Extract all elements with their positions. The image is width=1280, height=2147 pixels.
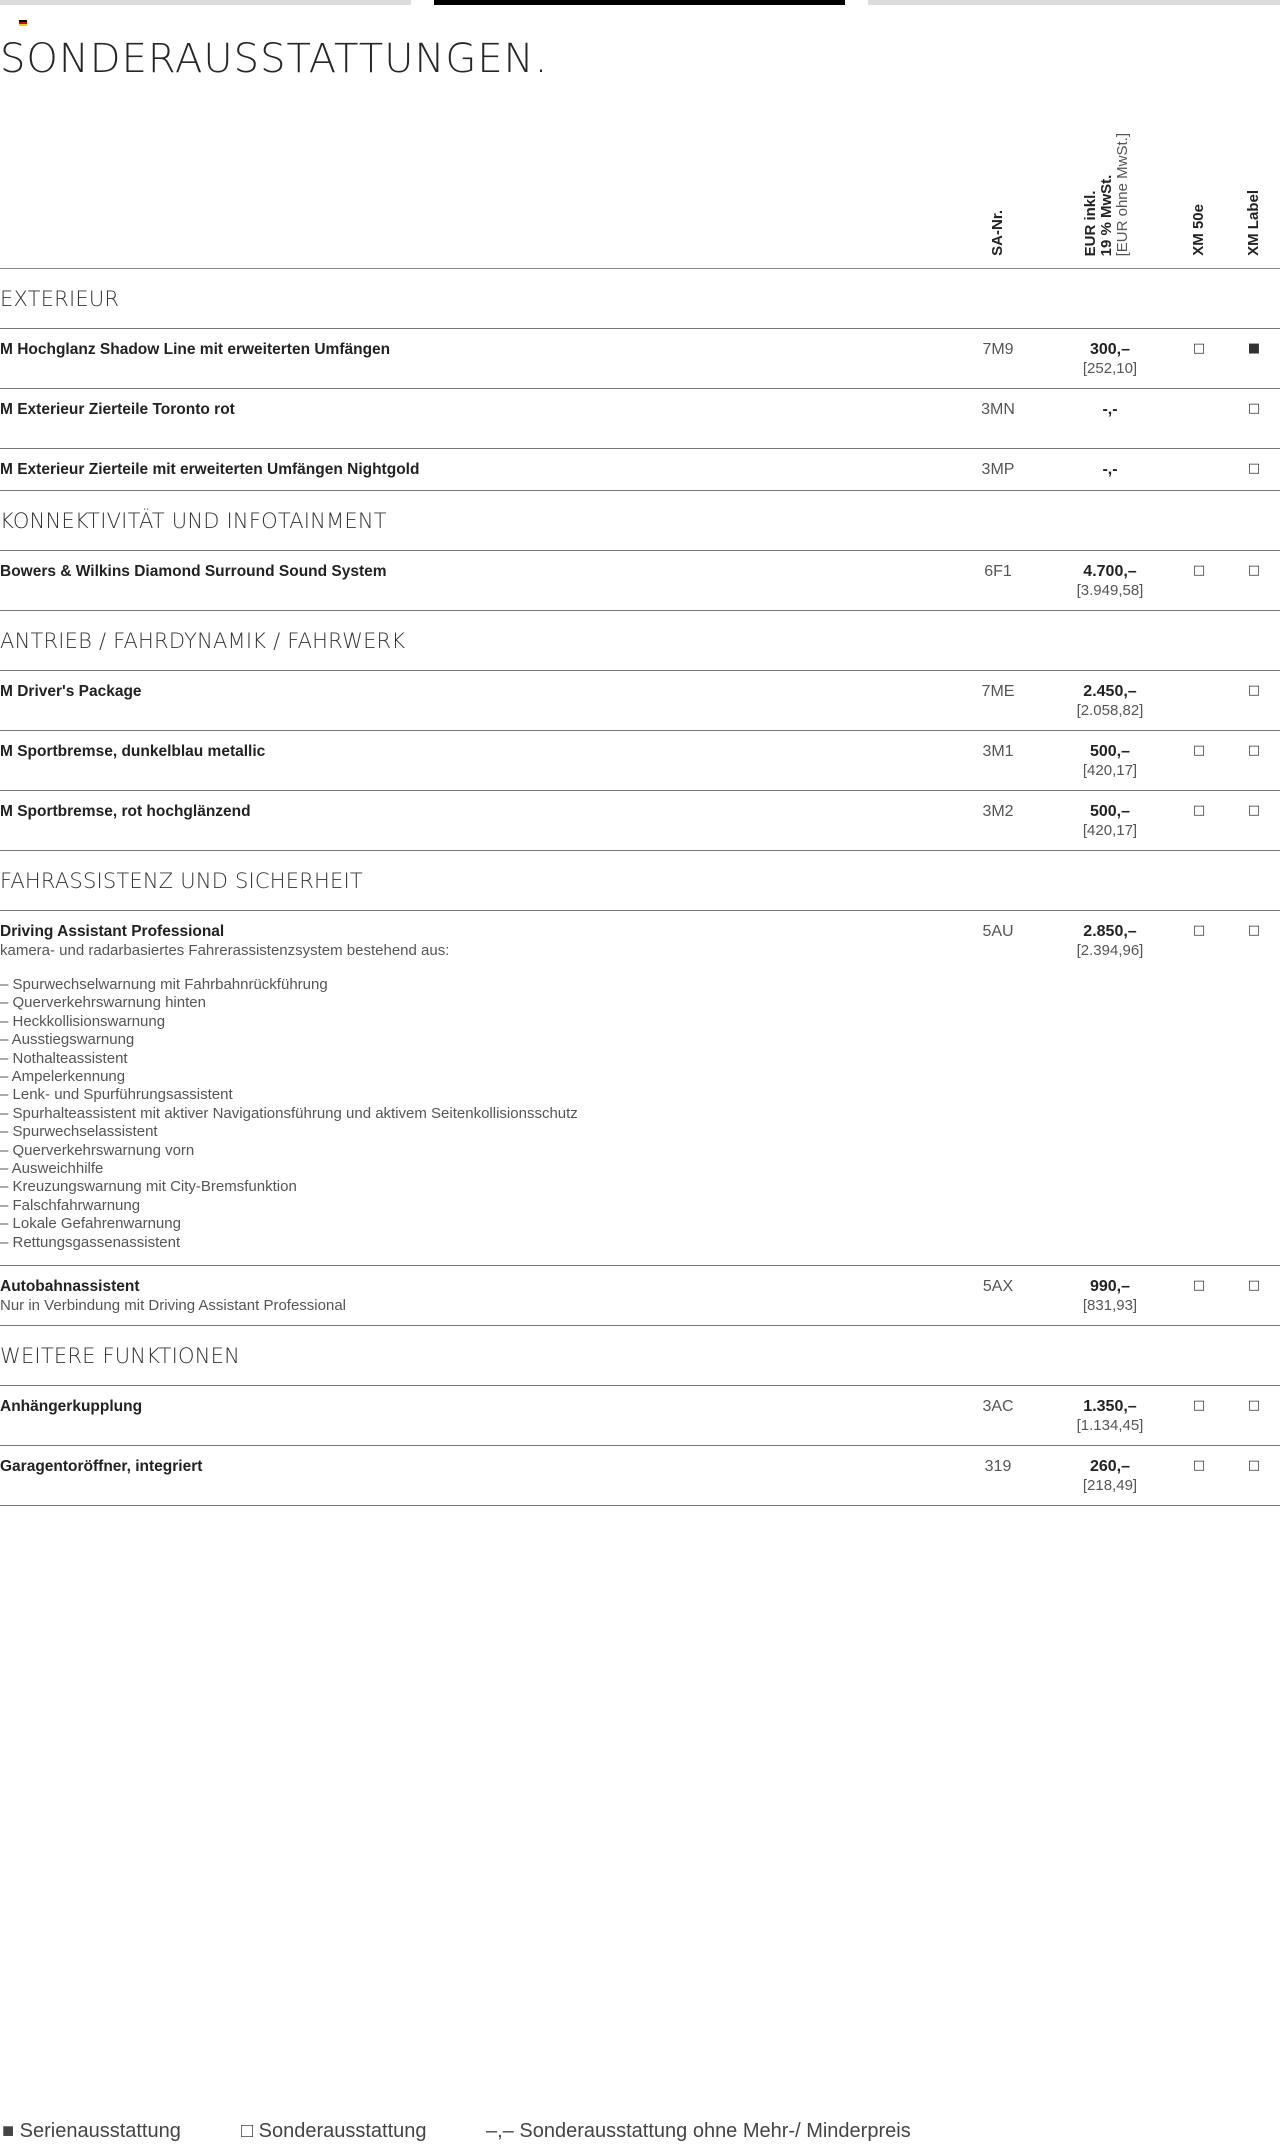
- feature-list-item: – Ampelerkennung: [0, 1068, 126, 1086]
- section-exterieur: EXTERIEUR: [0, 269, 1280, 329]
- option-marker-icon: □: [1247, 563, 1261, 578]
- table-row-3ac: Anhängerkupplung 3AC 1.350,– [1.134,45] □ □: [0, 1386, 1280, 1446]
- option-marker-icon: □: [1247, 1458, 1261, 1473]
- option-marker-icon: □: [1192, 341, 1206, 356]
- table-row-3m2: M Sportbremse, rot hochglänzend 3M2 500,– [420,17] □ □: [0, 791, 1280, 851]
- option-marker-icon: □: [1192, 803, 1206, 818]
- feature-list-item: – Querverkehrswarnung hinten: [0, 994, 206, 1012]
- feature-list-item: – Spurwechselwarnung mit Fahrbahnrückführung: [0, 976, 328, 993]
- option-marker-icon: □: [1192, 923, 1206, 938]
- table-row-3m1: M Sportbremse, dunkelblau metallic 3M1 500,– [420,17] □ □: [0, 731, 1280, 791]
- feature-list-item: – Rettungsgassenassistent: [0, 1233, 181, 1251]
- table-row-6f1: Bowers & Wilkins Diamond Surround Sound System 6F1 4.700,– [3.949,58] □ □: [0, 551, 1280, 611]
- page-title: SONDERAUSSTATTUNGEN.: [0, 36, 549, 82]
- section-fahrassistenz: FAHRASSISTENZ UND SICHERHEIT: [0, 851, 1280, 911]
- section-antrieb: ANTRIEB / FAHRDYNAMIK / FAHRWERK: [0, 611, 1280, 671]
- feature-list-item: – Lokale Gefahrenwarnung: [0, 1215, 181, 1233]
- column-header-sa-nr: SA-Nr.: [989, 210, 1006, 256]
- option-marker-icon: □: [1247, 803, 1261, 818]
- section-konnektivitaet: KONNEKTIVITÄT UND INFOTAINMENT: [0, 491, 1280, 551]
- feature-list-item: – Nothalteassistent: [0, 1049, 128, 1067]
- legend-serienausstattung: ■ Serienausstattung: [2, 2120, 181, 2142]
- option-marker-icon: □: [1247, 683, 1261, 698]
- feature-list-item: – Lenk- und Spurführungsassistent: [0, 1086, 233, 1104]
- feature-list-item: – Spurhalteassistent mit aktiver Navigationsführung und aktivem Seitenkollisionsschutz: [0, 1104, 578, 1122]
- option-marker-icon: □: [1247, 401, 1261, 416]
- option-marker-icon: □: [1247, 743, 1261, 758]
- feature-list-item: – Spurwechselassistent: [0, 1123, 158, 1141]
- feature-list-item: – Kreuzungswarnung mit City-Bremsfunktion: [0, 1178, 297, 1196]
- table-row-3mp: M Exterieur Zierteile mit erweiterten Umfängen Nightgold 3MP -,- □: [0, 449, 1280, 491]
- feature-list-item: – Ausstiegswarnung: [0, 1031, 135, 1049]
- column-header-xmlabel: XM Label: [1245, 190, 1262, 256]
- option-marker-icon: □: [1247, 1278, 1261, 1293]
- section-weitere-funktionen: WEITERE FUNKTIONEN: [0, 1326, 1280, 1386]
- page-tab-3[interactable]: [868, 0, 1280, 5]
- feature-list-item: – Querverkehrswarnung vorn: [0, 1141, 195, 1159]
- table-row-5ax: Autobahnassistent Nur in Verbindung mit Driving Assistant Professional 5AX 990,– [831,93] □ □: [0, 1266, 1280, 1326]
- column-header-eur: EUR inkl. 19 % MwSt. [EUR ohne MwSt.]: [1082, 132, 1131, 256]
- standard-marker-icon: ■: [1247, 341, 1261, 356]
- option-marker-icon: □: [1192, 743, 1206, 758]
- table-row-3mn: M Exterieur Zierteile Toronto rot 3MN -,- □: [0, 389, 1280, 449]
- feature-list-item: – Ausweichhilfe: [0, 1160, 104, 1178]
- option-marker-icon: □: [1192, 1398, 1206, 1413]
- option-marker-icon: □: [1247, 461, 1261, 476]
- feature-list: [0, 976, 578, 1252]
- feature-list-item: – Falschfahrwarnung: [0, 1196, 141, 1214]
- option-marker-icon: □: [1192, 563, 1206, 578]
- page-tab-2-active[interactable]: [434, 0, 845, 5]
- option-marker-icon: □: [1192, 1458, 1206, 1473]
- table-row-5au: Driving Assistant Professional kamera- und radarbasiertes Fahrerassistenzsystem bestehend aus: – Spurwechselwarnung mit Fahrbahnrückführung – Querverkehrswarnung hinten – Heckkollisionswarnung – Ausstiegswarnung – Nothalteassistent – Ampelerkennung – Lenk- und Spurführungsassistent – Spurhalteassistent mit aktiver Navigationsführung und aktivem Seitenkollisionsschutz – Spurwechselassistent – Querverkehrswarnung vorn – Ausweichhilfe – Kreuzungswarnung mit City-Bremsfunktion – Falschfahrwarnung – Lokale Gefahrenwarnung – Rettungsgassenassistent 5AU 2.850,– [2.394,96] □ □: [0, 911, 1280, 1266]
- legend-ohne-mehrpreis: –,– Sonderausstattung ohne Mehr-/ Minderpreis: [486, 2120, 911, 2142]
- option-marker-icon: □: [1247, 1398, 1261, 1413]
- table-row-7m9: M Hochglanz Shadow Line mit erweiterten Umfängen 7M9 300,– [252,10] □ ■: [0, 329, 1280, 389]
- table-row-7me: M Driver's Package 7ME 2.450,– [2.058,82] □: [0, 671, 1280, 731]
- table-row-319: Garagentoröffner, integriert 319 260,– [218,49] □ □: [0, 1446, 1280, 1506]
- option-marker-icon: □: [1192, 1278, 1206, 1293]
- germany-flag-icon: [19, 20, 27, 26]
- option-marker-icon: □: [1247, 923, 1261, 938]
- legend-sonderausstattung: □ Sonderausstattung: [241, 2120, 427, 2142]
- page-tab-1[interactable]: [0, 0, 411, 5]
- feature-list-item: – Heckkollisionswarnung: [0, 1012, 166, 1030]
- column-header-xm50e: XM 50e: [1190, 204, 1207, 256]
- table-header: [0, 110, 1280, 269]
- page-tab-bar: [0, 0, 1280, 6]
